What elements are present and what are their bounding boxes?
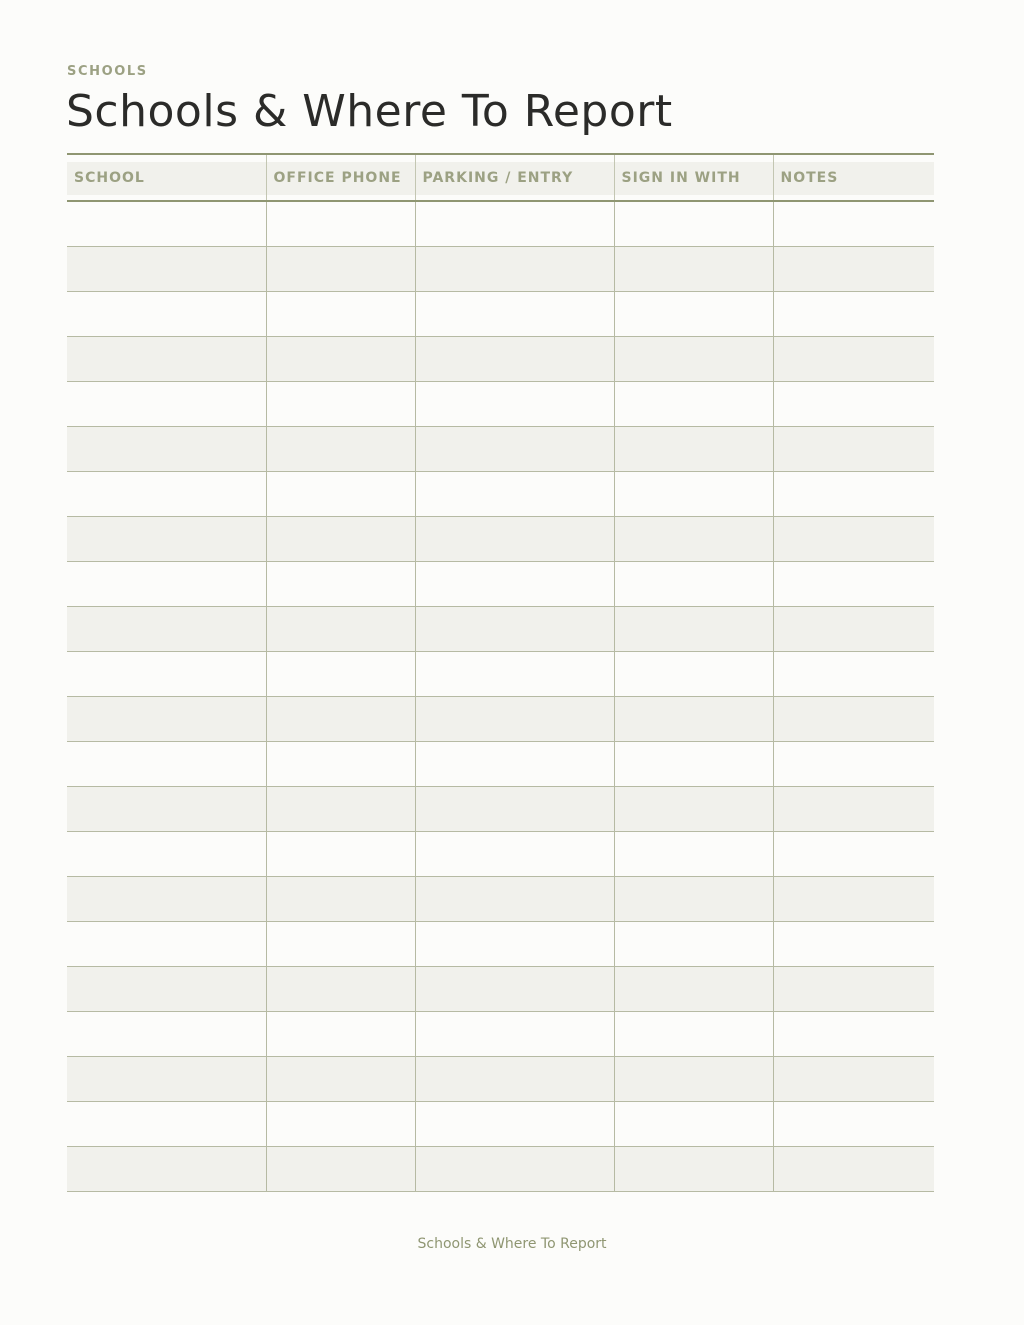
cell-sign-in-with[interactable] (614, 1147, 773, 1192)
cell-parking-entry[interactable] (415, 382, 614, 427)
table-header-row (67, 154, 934, 201)
cell-parking-entry[interactable] (415, 1057, 614, 1102)
cell-office-phone[interactable] (266, 292, 415, 337)
cell-parking-entry[interactable] (415, 247, 614, 292)
table-row (67, 652, 934, 697)
cell-office-phone[interactable] (266, 382, 415, 427)
cell-parking-entry[interactable] (415, 427, 614, 472)
cell-parking-entry[interactable] (415, 337, 614, 382)
cell-sign-in-with[interactable] (614, 1057, 773, 1102)
cell-school[interactable] (67, 1102, 266, 1147)
table-row (67, 1102, 934, 1147)
cell-sign-in-with[interactable] (614, 967, 773, 1012)
table-row (67, 1057, 934, 1102)
table-row (67, 1147, 934, 1192)
table-row (67, 922, 934, 967)
cell-parking-entry[interactable] (415, 201, 614, 247)
table-row (67, 832, 934, 877)
cell-office-phone[interactable] (266, 201, 415, 247)
cell-school[interactable] (67, 562, 266, 607)
table-row (67, 697, 934, 742)
cell-notes[interactable] (773, 697, 934, 742)
cell-parking-entry[interactable] (415, 1147, 614, 1192)
cell-notes[interactable] (773, 1012, 934, 1057)
cell-sign-in-with[interactable] (614, 562, 773, 607)
cell-sign-in-with[interactable] (614, 652, 773, 697)
table-row (67, 787, 934, 832)
cell-school[interactable] (67, 697, 266, 742)
table-row (67, 382, 934, 427)
table-row (67, 337, 934, 382)
cell-office-phone[interactable] (266, 652, 415, 697)
table-row (67, 292, 934, 337)
cell-school[interactable] (67, 787, 266, 832)
cell-office-phone[interactable] (266, 247, 415, 292)
table-row (67, 742, 934, 787)
cell-parking-entry[interactable] (415, 517, 614, 562)
cell-parking-entry[interactable] (415, 472, 614, 517)
cell-school[interactable] (67, 832, 266, 877)
cell-notes[interactable] (773, 382, 934, 427)
cell-school[interactable] (67, 472, 266, 517)
cell-office-phone[interactable] (266, 922, 415, 967)
cell-parking-entry[interactable] (415, 787, 614, 832)
cell-notes[interactable] (773, 832, 934, 877)
cell-notes[interactable] (773, 652, 934, 697)
table-row (67, 562, 934, 607)
cell-sign-in-with[interactable] (614, 832, 773, 877)
cell-parking-entry[interactable] (415, 652, 614, 697)
cell-office-phone[interactable] (266, 1147, 415, 1192)
cell-notes[interactable] (773, 607, 934, 652)
table-row (67, 517, 934, 562)
table-row (67, 607, 934, 652)
cell-notes[interactable] (773, 1057, 934, 1102)
cell-office-phone[interactable] (266, 1102, 415, 1147)
cell-sign-in-with[interactable] (614, 742, 773, 787)
cell-sign-in-with[interactable] (614, 1012, 773, 1057)
table-row (67, 427, 934, 472)
cell-sign-in-with[interactable] (614, 1102, 773, 1147)
cell-school[interactable] (67, 922, 266, 967)
cell-school[interactable] (67, 247, 266, 292)
cell-notes[interactable] (773, 922, 934, 967)
cell-parking-entry[interactable] (415, 832, 614, 877)
cell-school[interactable] (67, 877, 266, 922)
schools-table (67, 153, 934, 1192)
cell-notes[interactable] (773, 427, 934, 472)
cell-office-phone[interactable] (266, 337, 415, 382)
cell-school[interactable] (67, 292, 266, 337)
cell-notes[interactable] (773, 201, 934, 247)
cell-office-phone[interactable] (266, 787, 415, 832)
cell-school[interactable] (67, 337, 266, 382)
cell-sign-in-with[interactable] (614, 607, 773, 652)
cell-office-phone[interactable] (266, 697, 415, 742)
cell-parking-entry[interactable] (415, 967, 614, 1012)
cell-notes[interactable] (773, 292, 934, 337)
cell-office-phone[interactable] (266, 427, 415, 472)
cell-office-phone[interactable] (266, 472, 415, 517)
cell-sign-in-with[interactable] (614, 472, 773, 517)
cell-office-phone[interactable] (266, 832, 415, 877)
cell-notes[interactable] (773, 472, 934, 517)
cell-sign-in-with[interactable] (614, 787, 773, 832)
cell-parking-entry[interactable] (415, 1102, 614, 1147)
cell-office-phone[interactable] (266, 877, 415, 922)
table-row (67, 877, 934, 922)
column-header-notes: NOTES (773, 154, 934, 201)
cell-school[interactable] (67, 1012, 266, 1057)
cell-sign-in-with[interactable] (614, 877, 773, 922)
column-header-parking-entry: PARKING / ENTRY (415, 154, 614, 201)
cell-office-phone[interactable] (266, 517, 415, 562)
cell-notes[interactable] (773, 1102, 934, 1147)
cell-office-phone[interactable] (266, 742, 415, 787)
column-header-school: SCHOOL (67, 154, 266, 201)
table-row (67, 201, 934, 247)
cell-notes[interactable] (773, 337, 934, 382)
cell-office-phone[interactable] (266, 1057, 415, 1102)
cell-sign-in-with[interactable] (614, 922, 773, 967)
cell-school[interactable] (67, 201, 266, 247)
cell-parking-entry[interactable] (415, 922, 614, 967)
cell-parking-entry[interactable] (415, 877, 614, 922)
cell-notes[interactable] (773, 517, 934, 562)
table-body (67, 201, 934, 1192)
cell-notes[interactable] (773, 742, 934, 787)
cell-school[interactable] (67, 1147, 266, 1192)
column-header-sign-in-with: SIGN IN WITH (614, 154, 773, 201)
cell-office-phone[interactable] (266, 607, 415, 652)
cell-office-phone[interactable] (266, 562, 415, 607)
cell-sign-in-with[interactable] (614, 427, 773, 472)
page-title: Schools & Where To Report (66, 86, 673, 137)
page-eyebrow: SCHOOLS (67, 64, 148, 79)
cell-school[interactable] (67, 382, 266, 427)
cell-notes[interactable] (773, 562, 934, 607)
column-header-office-phone: OFFICE PHONE (266, 154, 415, 201)
table-row (67, 967, 934, 1012)
cell-parking-entry[interactable] (415, 292, 614, 337)
cell-notes[interactable] (773, 247, 934, 292)
cell-office-phone[interactable] (266, 1012, 415, 1057)
cell-school[interactable] (67, 652, 266, 697)
cell-parking-entry[interactable] (415, 562, 614, 607)
cell-office-phone[interactable] (266, 967, 415, 1012)
table-row (67, 472, 934, 517)
cell-school[interactable] (67, 607, 266, 652)
cell-sign-in-with[interactable] (614, 337, 773, 382)
cell-parking-entry[interactable] (415, 1012, 614, 1057)
table-row (67, 247, 934, 292)
cell-school[interactable] (67, 742, 266, 787)
cell-notes[interactable] (773, 787, 934, 832)
cell-notes[interactable] (773, 877, 934, 922)
cell-sign-in-with[interactable] (614, 201, 773, 247)
cell-sign-in-with[interactable] (614, 247, 773, 292)
cell-notes[interactable] (773, 967, 934, 1012)
footer-title: Schools & Where To Report (417, 1236, 607, 1252)
cell-parking-entry[interactable] (415, 697, 614, 742)
cell-sign-in-with[interactable] (614, 382, 773, 427)
cell-parking-entry[interactable] (415, 742, 614, 787)
cell-school[interactable] (67, 427, 266, 472)
cell-sign-in-with[interactable] (614, 517, 773, 562)
cell-sign-in-with[interactable] (614, 292, 773, 337)
cell-parking-entry[interactable] (415, 607, 614, 652)
cell-sign-in-with[interactable] (614, 697, 773, 742)
cell-school[interactable] (67, 517, 266, 562)
cell-school[interactable] (67, 1057, 266, 1102)
cell-notes[interactable] (773, 1147, 934, 1192)
table-row (67, 1012, 934, 1057)
cell-school[interactable] (67, 967, 266, 1012)
